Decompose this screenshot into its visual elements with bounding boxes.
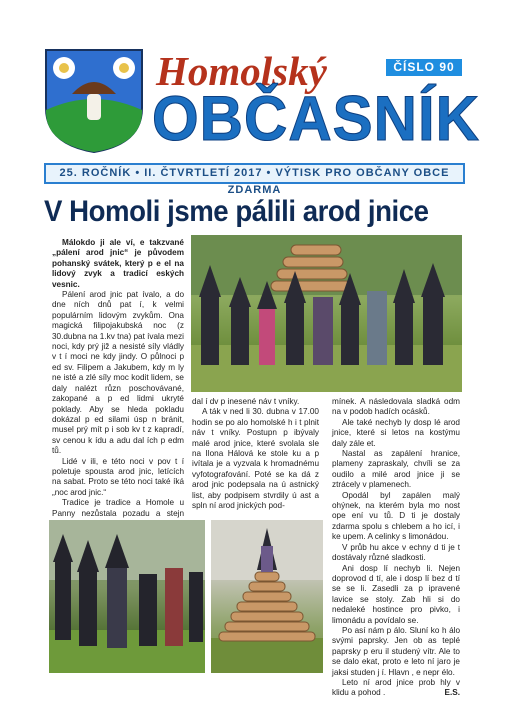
article-paragraph: Po así nám p álo. Sluní ko h álo svými paprsky. Jen ob as teplé paprsky p eru il studený vítr. Ale to se dalo ekat, proto e leto ní jaro je jaksi studen j í. Hlavn , e nepr élo. (332, 625, 460, 677)
photo-content (49, 520, 205, 673)
article-paragraph: Opodál byl zapálen malý ohýnek, na kterém byla mo nost ope ení vu tů. D ti je dostaly zdarma spolu s chlebem a ho icí, i ke upem. A celinky s limonádou. (332, 490, 460, 542)
article-closing: Leto ní arod jnice prob hly v klidu a pohod . (332, 677, 460, 698)
article-paragraph (332, 678, 460, 699)
photo-content (211, 520, 323, 673)
article-lead: Málokdo ji ale ví, e takzvané „pálení arod jnic“ je původem pohanský svátek, který p e el na lidový zvyk a tradicí eských vesnic. (52, 238, 184, 289)
article-paragraph: Pálení arod jnic pat ívalo, a do dne ních dnů pat í, k velmi populárním lidovým zvykům. Ona magická filipojakubská noc (z 30.dubna na 1.kv tna) pat ívala mezi noci, kdy prý již a nesisté síly vládly v t í moci ne kdy jindy. O půlnoci p ed sv. Filipem a Jakubem, kdy m ly ne isté a zlé síly moc kodit lidem, se daly nalézt různ poschovávané, zakopané a p ed lidmi ukryté poklady. Aby se hleda pokladu dokázal p ed silami úsp n bránit, musel prý mít p i sob kv t z kapradí, sv cenou k ídu a adu dal ích p edm tů. (52, 290, 184, 456)
article-headline: V Homoli jsme pálili arod jnice (44, 195, 429, 228)
article-column-middle (192, 397, 319, 511)
article-column-right (332, 397, 460, 699)
article-paragraph: Lidé v ili, e této noci v pov t í poletuje spousta arod jnic, letících na sabat. Proto se této noci také íká „noc arod jnic.“ (52, 456, 184, 497)
photo-bonfire-stack (211, 520, 323, 673)
issue-number-badge: ČÍSLO 90 (386, 59, 462, 76)
flower-icon (53, 57, 75, 79)
masthead-title-top: Homolský (156, 48, 327, 94)
article-paragraph: Nastal as zapálení hranice, plameny zapraskaly, chvíli se za oudilo a milé arod jnice ji se ztrácely v plamenech. (332, 449, 460, 490)
flower-icon (113, 57, 135, 79)
article-paragraph: Ani dosp lí nechyb li. Nejen doprovod d tí, ale i dosp lí bez d tí se se li. Zasedli za p ipravené lavice se stoly. Zab hli si do nedaleké hostince pro pivko, i limonádu a povídalo se. (332, 563, 460, 625)
article-paragraph: Tradice je tradice a Homole u Panny nezůstala pozadu a stejn (52, 498, 184, 518)
article-paragraph: V průb hu akce v echny d ti je t dostávaly různé sladkosti. (332, 542, 460, 563)
masthead-title-main: OBČASNÍK (152, 83, 481, 154)
article-paragraph: Ale také nechyb ly dosp lé arod jnice, které si letos na kostýmu daly zále et. (332, 417, 460, 448)
author-signature: E.S. (444, 688, 460, 698)
article-paragraph: mínek. A následovala sladká odm na v podob hadích ocásků. (332, 397, 460, 417)
photo-witches-group (191, 235, 462, 392)
photo-content (191, 235, 462, 392)
village-crest (44, 48, 144, 154)
article-paragraph: A ták v ned li 30. dubna v 17.00 hodin se po alo homolské h i t plnit náv t vníky. Postupn p ibývaly malé arod jnice, které svolala sle na Ilona Hálová ke stole ku a p ivítala je a vyzvala k hromadnému vyfotografování. Poté se ka dá z arod jnic podepsala na ú astnický list, aby podpisem stvrdily ú ast a spln ní arod jnických pod- (192, 407, 319, 511)
masthead-subtitle: 25. ROČNÍK • II. ČTVRTLETÍ 2017 • VÝTISK PRO OBČANY OBCE ZDARMA (44, 163, 465, 184)
article-paragraph: dal í dv p inesené náv t vníky. (192, 397, 300, 406)
photo-witches-dancing (49, 520, 205, 673)
